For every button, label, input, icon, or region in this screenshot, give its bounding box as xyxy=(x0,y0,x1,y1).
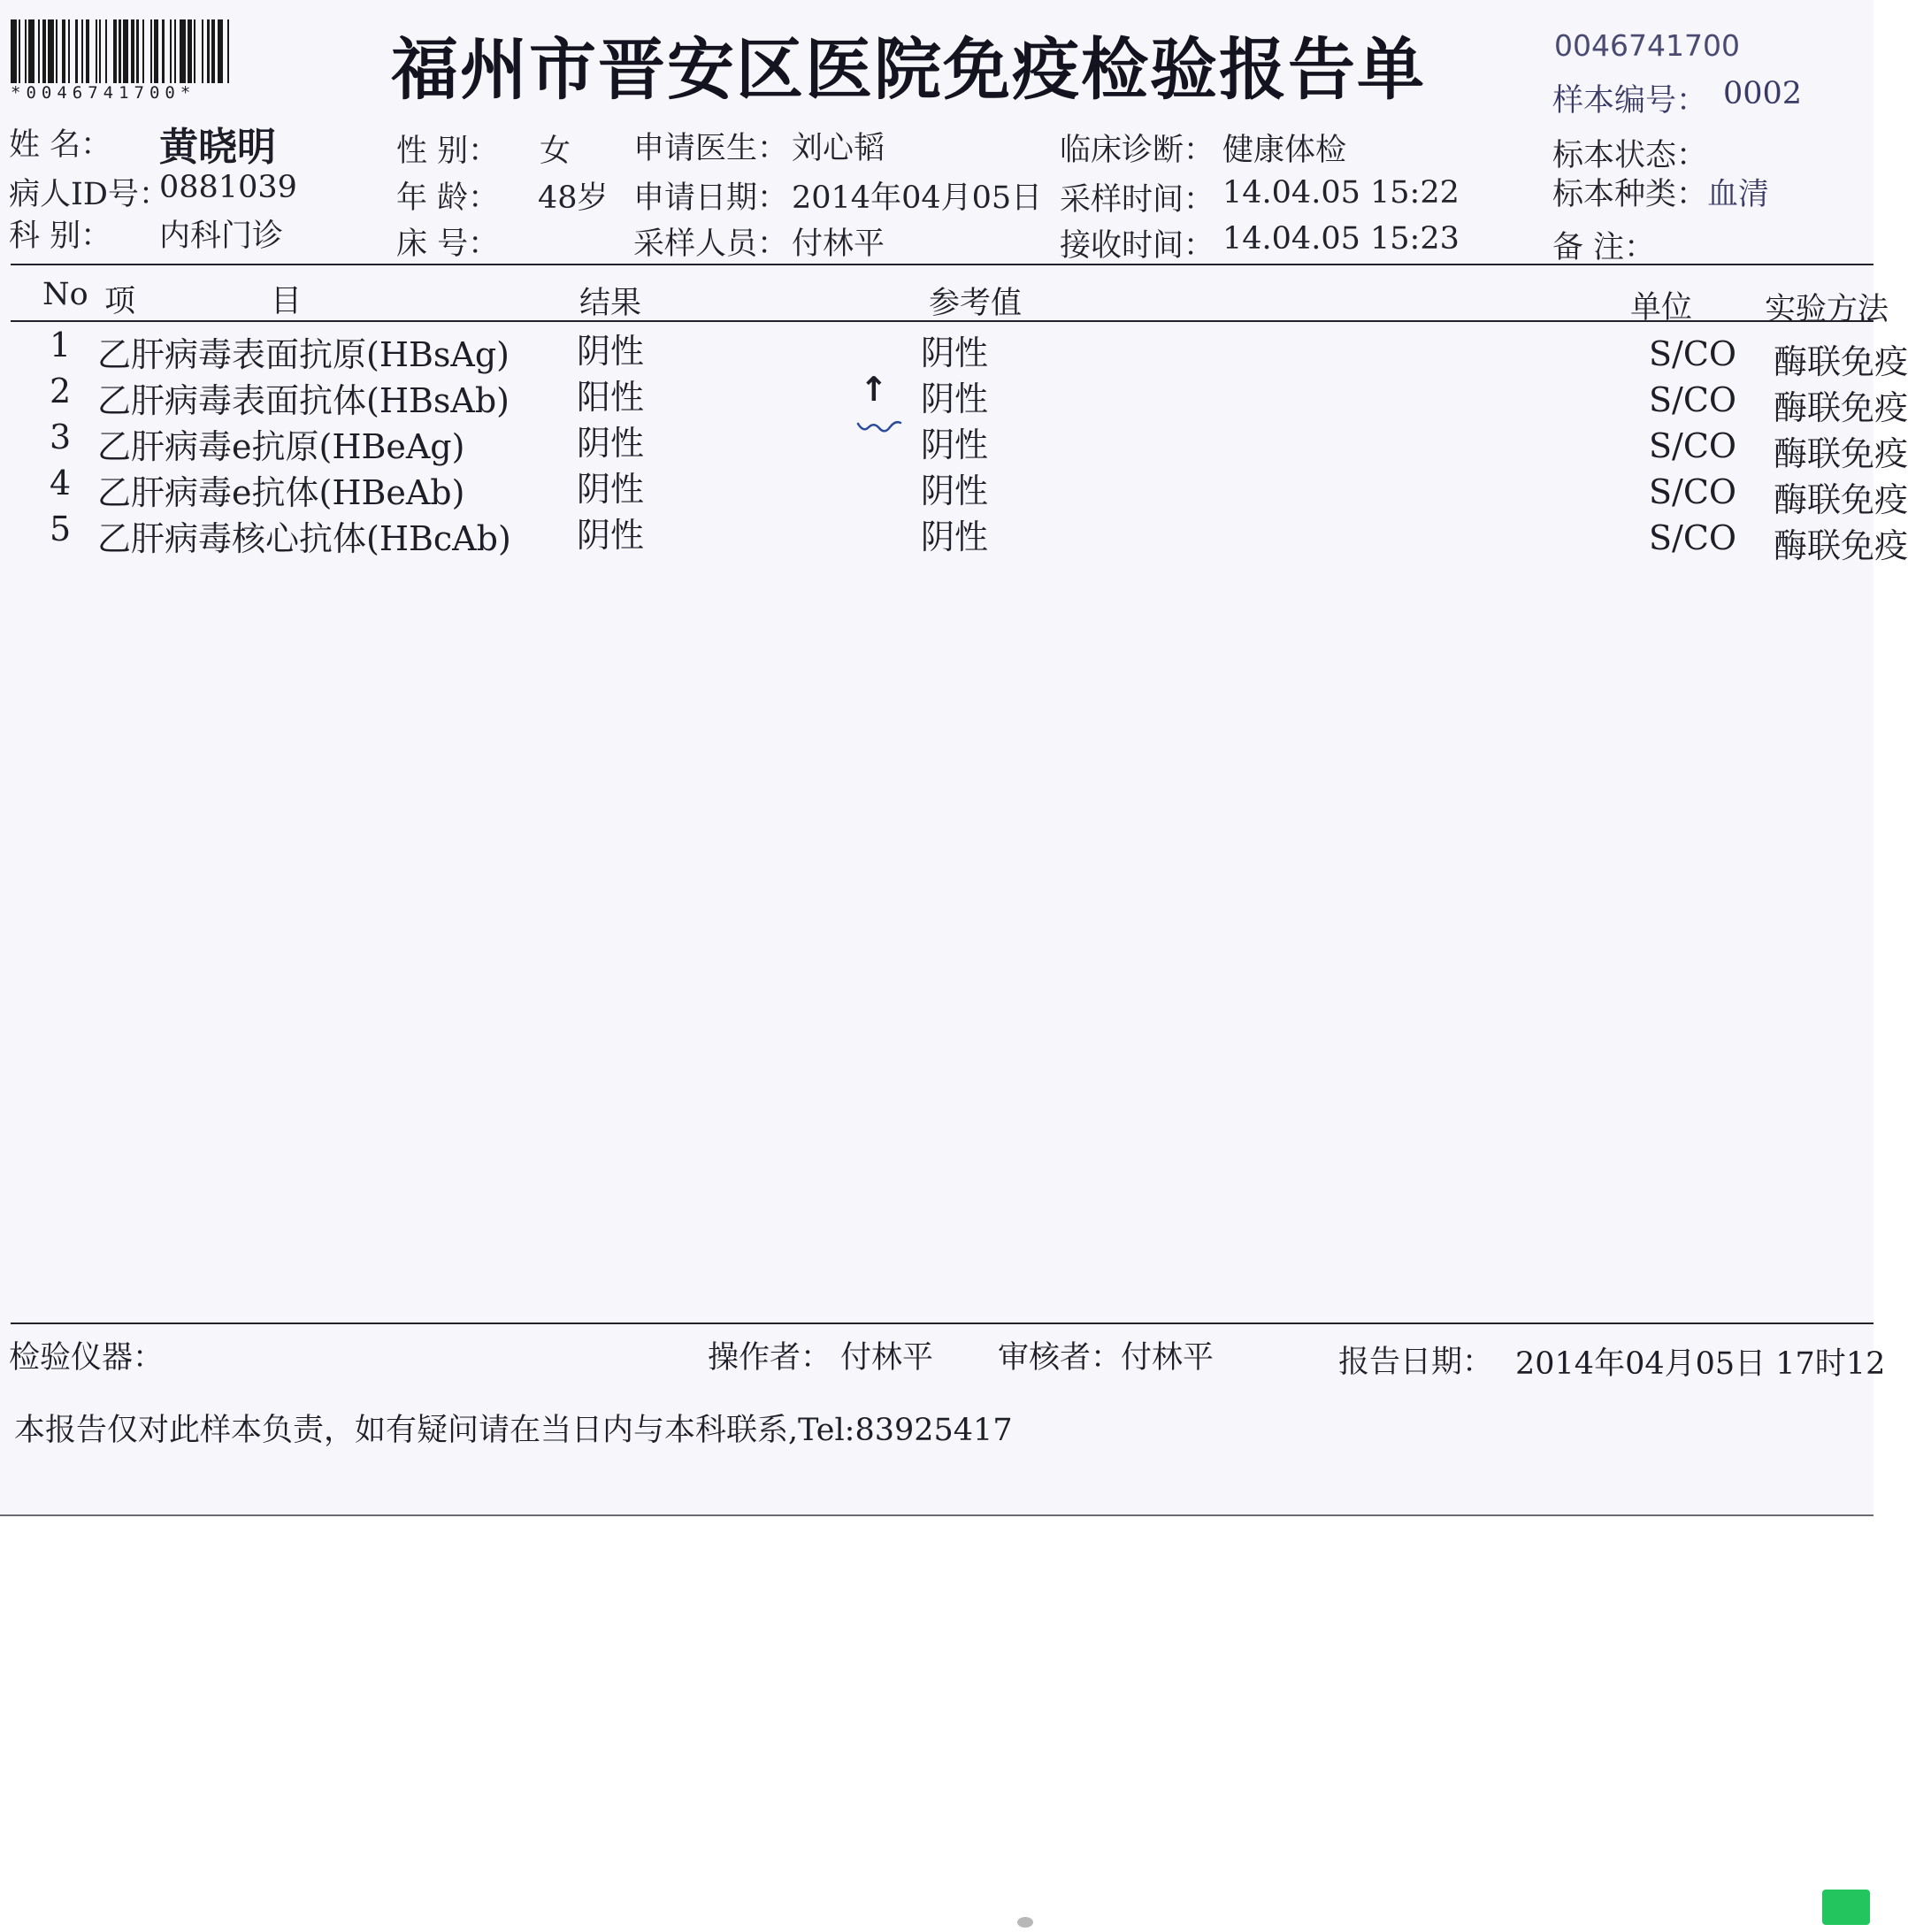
dept-label: 科 别： xyxy=(9,218,112,254)
footer-rule xyxy=(11,1322,1874,1324)
sample-status-label: 标本状态： xyxy=(1552,138,1708,173)
bed-label: 床 号： xyxy=(396,226,500,262)
request-date-value: 2014年04月05日 xyxy=(792,180,1043,216)
col-method-header: 实验方法 xyxy=(1765,292,1889,327)
col-no-header: No xyxy=(42,277,88,312)
row-4-unit: S/CO xyxy=(1649,472,1737,511)
row-2-method: 酶联免疫 xyxy=(1774,388,1908,427)
disclaimer: 本报告仅对此样本负责，如有疑问请在当日内与本科联系,Tel:83925417 xyxy=(14,1413,1013,1448)
row-5-result: 阴性 xyxy=(577,516,645,555)
header-top-rule xyxy=(11,264,1874,265)
operator-label: 操作者： xyxy=(708,1340,832,1376)
receive-time-label: 接收时间： xyxy=(1060,228,1215,264)
row-2-item: 乙肝病毒表面抗体(HBsAb) xyxy=(97,381,510,420)
row-2-unit: S/CO xyxy=(1649,380,1737,419)
age-label: 年 龄： xyxy=(396,180,500,216)
col-reference-header: 参考值 xyxy=(929,286,1023,321)
row-5-item: 乙肝病毒核心抗体(HBcAb) xyxy=(97,519,511,558)
report-code: 0046741700 xyxy=(1554,28,1740,63)
report-date-label: 报告日期： xyxy=(1338,1345,1494,1380)
row-3-unit: S/CO xyxy=(1649,426,1737,465)
col-unit-header: 单位 xyxy=(1630,290,1693,326)
col-item-header-b: 目 xyxy=(271,284,303,319)
row-4-method: 酶联免疫 xyxy=(1774,480,1908,519)
diagnosis-label: 临床诊断： xyxy=(1060,133,1215,168)
row-1-reference: 阴性 xyxy=(921,334,989,372)
row-2-up-arrow-icon: ↑ xyxy=(860,370,888,409)
col-result-header: 结果 xyxy=(579,286,642,321)
row-5-method: 酶联免疫 xyxy=(1774,526,1908,565)
name-label: 姓 名： xyxy=(9,127,112,163)
request-date-label: 申请日期： xyxy=(633,180,789,216)
note-label: 备 注： xyxy=(1552,230,1656,265)
row-4-reference: 阴性 xyxy=(921,472,989,510)
row-1-no: 1 xyxy=(50,326,72,364)
row-3-method: 酶联免疫 xyxy=(1774,434,1908,473)
collector-value: 付林平 xyxy=(792,226,885,262)
reviewer-label: 审核者： xyxy=(998,1340,1123,1376)
row-5-unit: S/CO xyxy=(1649,518,1737,557)
row-1-result: 阴性 xyxy=(577,332,645,371)
row-2-no: 2 xyxy=(50,372,72,410)
patient-id-value: 0881039 xyxy=(159,170,297,205)
row-3-reference: 阴性 xyxy=(921,426,989,464)
row-5-no: 5 xyxy=(50,510,72,548)
row-1-unit: S/CO xyxy=(1649,334,1737,373)
sample-number-value: 0002 xyxy=(1723,76,1803,111)
row-5-reference: 阴性 xyxy=(921,518,989,556)
row-2-reference: 阴性 xyxy=(921,380,989,418)
row-1-method: 酶联免疫 xyxy=(1774,342,1908,381)
sex-label: 性 别： xyxy=(396,134,500,169)
header-bottom-rule xyxy=(11,320,1874,322)
report-date-value: 2014年04月05日 17时12 xyxy=(1515,1346,1886,1382)
row-4-result: 阴性 xyxy=(577,470,645,509)
collector-label: 采样人员： xyxy=(633,226,789,262)
sample-type-value: 血清 xyxy=(1707,177,1770,212)
barcode-number: *0046741700* xyxy=(11,83,196,103)
age-value: 48岁 xyxy=(538,180,609,216)
patient-name: 黄晓明 xyxy=(159,125,276,170)
row-2-result: 阳性 xyxy=(577,378,645,417)
row-3-no: 3 xyxy=(50,418,72,456)
sampling-time-label: 采样时间： xyxy=(1060,182,1215,218)
receive-time-value: 14.04.05 15:23 xyxy=(1222,221,1460,257)
patient-id-label: 病人ID号： xyxy=(9,177,170,212)
watermark-badge xyxy=(1822,1890,1870,1925)
handwritten-underline xyxy=(856,420,902,434)
barcode xyxy=(11,19,232,83)
reviewer-value: 付林平 xyxy=(1121,1340,1215,1376)
dept-value: 内科门诊 xyxy=(159,218,284,254)
row-4-no: 4 xyxy=(50,464,72,502)
sex-value: 女 xyxy=(540,134,571,169)
instrument-label: 检验仪器： xyxy=(9,1340,165,1376)
sampling-time-value: 14.04.05 15:22 xyxy=(1222,175,1460,211)
doctor-value: 刘心韬 xyxy=(792,131,885,166)
sample-type-label: 标本种类： xyxy=(1552,177,1708,212)
row-3-result: 阴性 xyxy=(577,424,645,463)
speck xyxy=(1017,1917,1033,1928)
operator-value: 付林平 xyxy=(840,1340,934,1376)
report-title: 福州市晋安区医院免疫检验报告单 xyxy=(391,30,1426,109)
row-1-item: 乙肝病毒表面抗原(HBsAg) xyxy=(97,335,510,374)
row-4-item: 乙肝病毒e抗体(HBeAb) xyxy=(97,473,465,512)
row-3-item: 乙肝病毒e抗原(HBeAg) xyxy=(97,427,465,466)
sample-number-label: 样本编号： xyxy=(1552,83,1708,119)
doctor-label: 申请医生： xyxy=(633,131,789,166)
col-item-header-a: 项 xyxy=(104,284,136,319)
diagnosis-value: 健康体检 xyxy=(1222,133,1347,168)
